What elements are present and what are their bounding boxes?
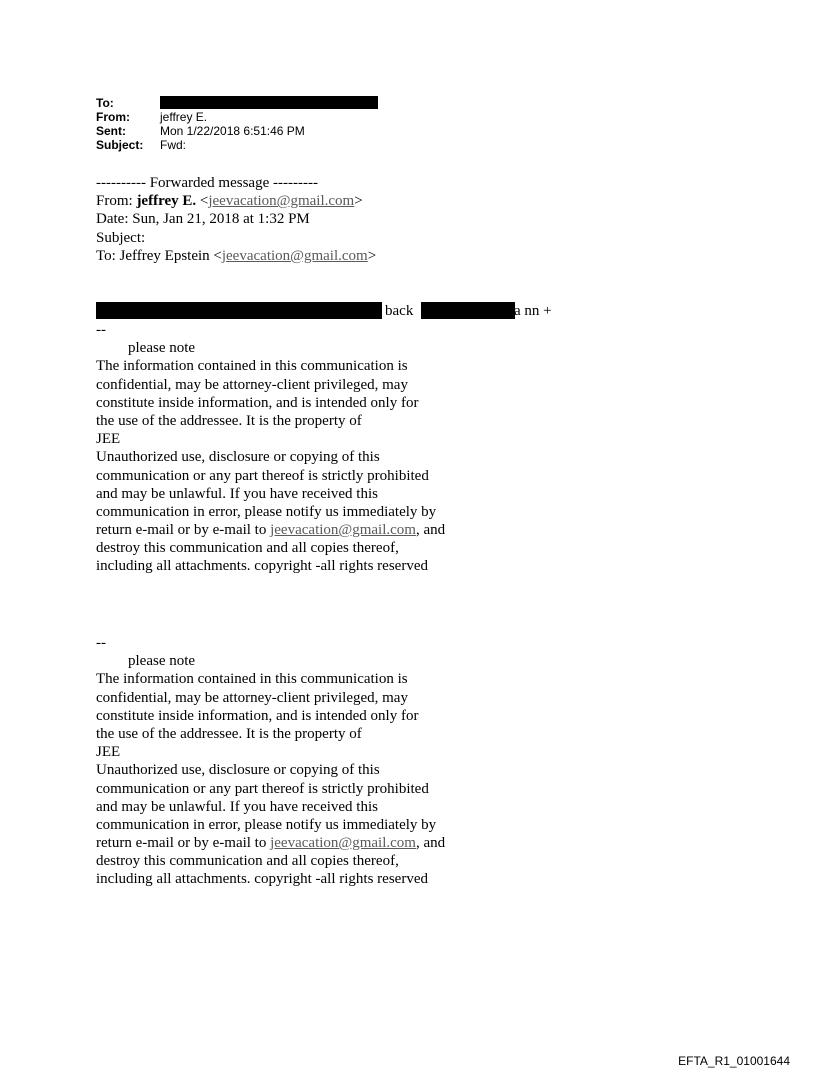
disclaimer-email-pre: return e-mail or by e-mail to [96,522,271,539]
forward-divider: ---------- Forwarded message --------- [96,175,318,191]
disclaimer-email-line [96,521,445,539]
body-tail: a nn + [514,303,552,319]
disclaimer-line: and may be unlawful. If you have received this [96,485,378,502]
disclaimer-line: communication or any part thereof is strictly prohibited [96,780,429,797]
forward-to-line [96,247,376,265]
disclaimer-line: JEE [96,744,121,761]
disclaimer-line: The information contained in this communication is [96,358,408,375]
disclaimer-line: communication or any part thereof is strictly prohibited [96,467,429,484]
disclaimer-2 [96,634,445,889]
subject-value: Fwd: [160,138,187,152]
disclaimer-email-post: , and [415,835,446,852]
subject-row [96,138,378,152]
disclaimer-line: constitute inside information, and is intended only for [96,394,419,411]
disclaimer-line: including all attachments. copyright -all rights reserved [96,558,428,575]
disclaimer-email-post: , and [415,522,446,539]
disclaimer-line: the use of the addressee. It is the property of [96,412,362,429]
document-id: EFTA_R1_01001644 [678,1054,790,1068]
disclaimer-line: the use of the addressee. It is the property of [96,725,362,742]
disclaimer-email-link[interactable]: jeevacation@gmail.com [270,522,416,539]
sent-value: Mon 1/22/2018 6:51:46 PM [160,124,305,138]
disclaimer-line: constitute inside information, and is intended only for [96,707,419,724]
from-value: jeffrey E. [160,110,208,124]
disclaimer-line: confidential, may be attorney-client privileged, may [96,689,408,706]
disclaimer-line: The information contained in this communication is [96,671,408,688]
forward-date-line: Date: Sun, Jan 21, 2018 at 1:32 PM [96,211,310,228]
disclaimer-line: JEE [96,431,121,448]
subject-label: Subject: [96,138,144,152]
disclaimer-email-line [96,834,445,852]
forwarded-message [96,174,376,265]
email-header [96,96,378,152]
disclaimer-email-link[interactable]: jeevacation@gmail.com [270,835,416,852]
forward-from-email-link[interactable]: jeevacation@gmail.com [208,193,355,210]
disclaimer-line: and may be unlawful. If you have received this [96,798,378,815]
forward-from-close: > [354,193,363,210]
disclaimer-please-note: please note [128,653,196,670]
sent-row [96,124,378,138]
forward-to-prefix: To: Jeffrey Epstein < [96,247,222,264]
forward-subject-line: Subject: [96,229,146,246]
disclaimer-line: destroy this communication and all copies thereof, [96,540,399,557]
redaction-bar [421,302,515,319]
body-word-back: back [385,303,414,319]
forward-from-open: < [196,193,209,210]
disclaimer-line: destroy this communication and all copies thereof, [96,853,399,870]
from-label: From: [96,110,130,124]
disclaimer-please-note: please note [128,340,196,357]
disclaimer-line: communication in error, please notify us immediately by [96,503,437,520]
disclaimer-dashes: -- [96,635,106,651]
sent-label: Sent: [96,124,126,138]
to-label: To: [96,96,114,110]
disclaimer-email-pre: return e-mail or by e-mail to [96,835,271,852]
disclaimer-line: communication in error, please notify us immediately by [96,816,437,833]
disclaimer-1 [96,321,445,576]
redaction-bar [96,302,382,319]
disclaimer-line: including all attachments. copyright -all rights reserved [96,871,428,888]
from-row [96,110,378,124]
redacted-body-line [96,302,656,320]
disclaimer-line: Unauthorized use, disclosure or copying of this [96,449,380,466]
forward-to-email-link[interactable]: jeevacation@gmail.com [221,247,368,264]
forward-from-name: jeffrey E. [136,193,197,210]
redaction-bar [160,96,378,109]
forward-from-prefix: From: [96,193,137,210]
forward-to-close: > [367,247,377,264]
disclaimer-dashes: -- [96,322,106,338]
disclaimer-line: Unauthorized use, disclosure or copying of this [96,762,380,779]
disclaimer-line: confidential, may be attorney-client privileged, may [96,376,408,393]
to-row [96,96,378,110]
forward-from-line [96,192,376,210]
